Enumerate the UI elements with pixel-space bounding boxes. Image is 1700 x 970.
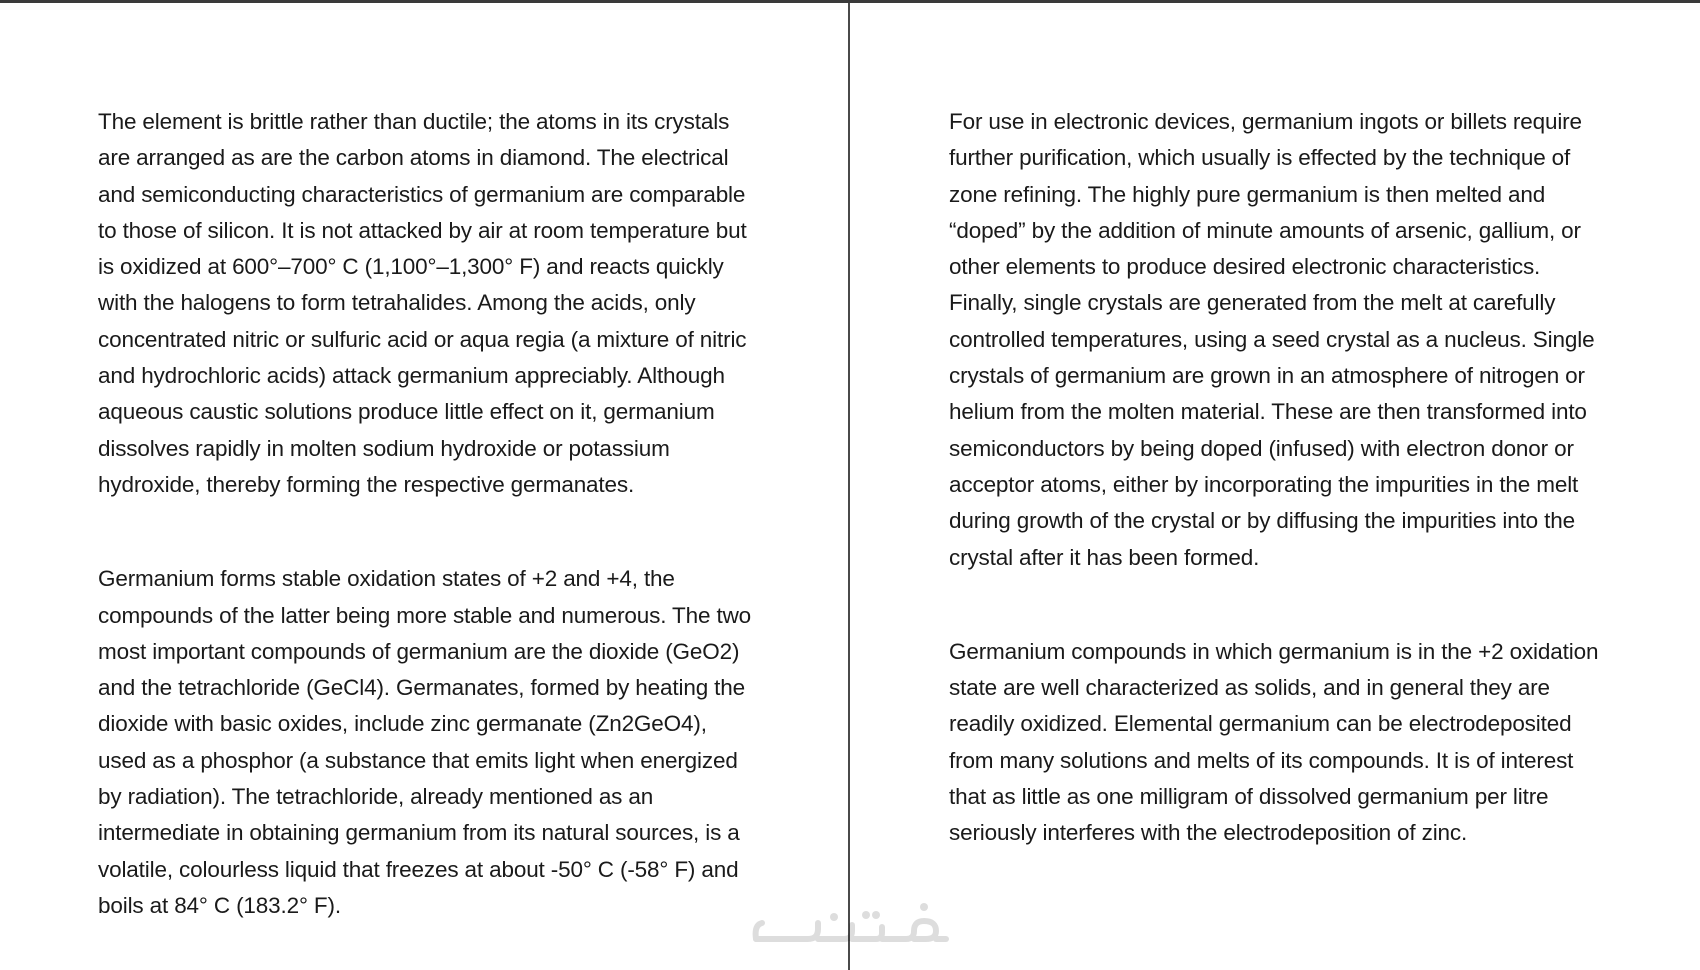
paragraph-compounds-plus-two: Germanium compounds in which germanium is in the +2 oxidation state are well characterized as solids, and in general they are readily oxidized. Elemental germanium can be electrodeposited from many solutions and melts of its compounds. It is of interest that as little as one milligram of dissolved germanium per litre seriously interferes with the electrodeposition of zinc.	[949, 638, 1599, 846]
right-page	[850, 3, 1700, 970]
khamsat-logo-watermark-icon	[748, 895, 954, 955]
right-text-column	[949, 104, 1609, 852]
left-text-column	[98, 104, 758, 924]
watermark-logo-graphic	[748, 895, 954, 955]
paragraph-brittle-element: The element is brittle rather than ductile; the atoms in its crystals are arranged as are the carbon atoms in diamond. The electrical and semiconducting characteristics of germanium are comparable to those of silicon. It is not attacked by air at room temperature but is oxidized at 600°–700° C (1,100°–1,300° F) and reacts quickly with the halogens to form tetrahalides. Among the acids, only concentrated nitric or sulfuric acid or aqua regia (a mixture of nitric and hydrochloric acids) attack germanium appreciably. Although aqueous caustic solutions produce little effect on it, germanium dissolves rapidly in molten sodium hydroxide or potassium hydroxide, thereby forming the respective germanates.	[98, 109, 747, 497]
left-page	[0, 3, 848, 970]
paragraph-purification: For use in electronic devices, germanium ingots or billets require further purification, which usually is effected by the technique of zone refining. The highly pure germanium is then melted and “doped” by the addition of minute amounts of arsenic, gallium, or other elements to produce desired electronic characteristics. Finally, single crystals are generated from the melt at carefully controlled temperatures, using a seed crystal as a nucleus. Single crystals of germanium are grown in an atmosphere of nitrogen or helium from the molten material. These are then transformed into semiconductors by being doped (infused) with electron donor or acceptor atoms, either by incorporating the impurities in the melt during growth of the crystal or by diffusing the impurities into the crystal after it has been formed.	[949, 109, 1595, 570]
paragraph-oxidation-states: Germanium forms stable oxidation states of +2 and +4, the compounds of the latter being more stable and numerous. The two most important compounds of germanium are the dioxide (GeO2) and the tetrachloride (GeCl4). Germanates, formed by heating the dioxide with basic oxides, include zinc germanate (Zn2GeO4), used as a phosphor (a substance that emits light when energized by radiation). The tetrachloride, already mentioned as an intermediate in obtaining germanium from its natural sources, is a volatile, colourless liquid that freezes at about -50° C (-58° F) and boils at 84° C (183.2° F).	[98, 566, 752, 918]
